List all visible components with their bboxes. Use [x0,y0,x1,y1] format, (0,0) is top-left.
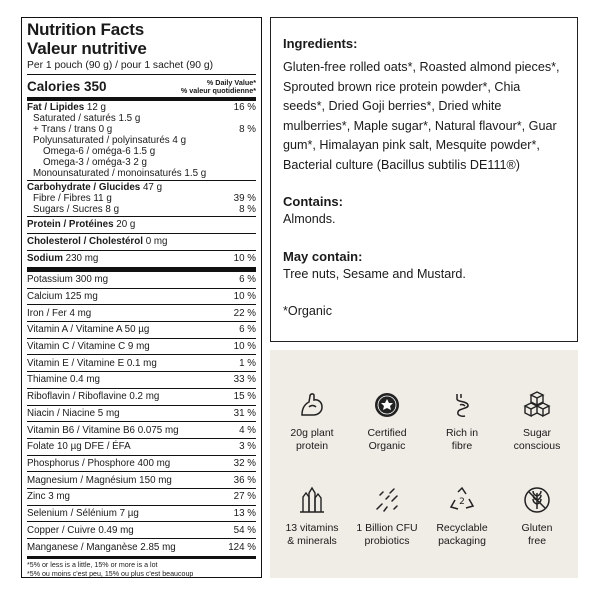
nutrient-dv: 3 % [239,441,256,453]
nutrient-row [27,272,256,289]
nutrition-title-fr: Valeur nutritive [27,39,147,58]
sodium-label: Sodium [27,253,63,264]
vitamins-minerals-list [27,272,256,556]
nutrient-dv: 15 % [233,391,256,403]
omega-6: Omega-6 / oméga-6 1.5 g [43,146,156,157]
feature-label-line1: Recyclable [436,522,488,534]
cholesterol-label: Cholesterol / Cholestérol [27,236,143,247]
fibre: Fibre / Fibres 11 g [33,193,112,204]
organic-seal-icon [372,390,402,420]
feature-label-line1: Rich in [445,427,479,439]
nutrition-title-en: Nutrition Facts [27,20,144,39]
gluten-free-icon [522,485,552,515]
nutrient-label: Vitamin A / Vitamine A 50 µg [27,324,150,336]
nutrient-row [27,322,256,339]
feature-label-line1: Sugar [522,427,552,439]
ingredients-text: Gluten-free rolled oats*, Roasted almond pieces*, Sprouted brown rice protein powder*, Chia seeds*, Dried Goji berries*, Dried white mulberries*, Maple sugar*, Natural flavour*, Guar gum*, Himalayan pink salt, Mesquite powder*, Bacterial culture (Bacillus subtilis DE111®) [283,60,560,172]
saturated-fat: Saturated / saturés 1.5 g [33,113,141,124]
nutrient-row [27,472,256,489]
feature-label-line1: 20g plant [290,427,334,439]
feature-recyclable [425,485,499,548]
nutrient-label: Vitamin E / Vitamine E 0.1 mg [27,357,157,369]
feature-label-line1: 1 Billion CFU [356,522,418,534]
feature-label-line2: conscious [513,440,561,452]
fat-group [27,101,256,181]
nutrient-dv: 22 % [233,307,256,319]
sugar-cubes-icon [522,390,552,420]
feature-probiotics [350,485,424,548]
nutrient-label: Copper / Cuivre 0.49 mg [27,524,134,536]
nutrient-row [27,289,256,306]
sodium-row [27,251,256,267]
sugars: Sugars / Sucres 8 g [33,204,120,215]
feature-label-line1: 13 vitamins [285,522,339,534]
recycle-icon [447,485,477,515]
dv-header-fr: % valeur quotidienne* [180,86,256,95]
trans-fat: + Trans / trans 0 g [33,124,113,135]
nutrient-dv: 10 % [233,341,256,353]
fibre-dv: 39 % [233,193,256,204]
nutrient-label: Vitamin C / Vitamine C 9 mg [27,341,150,353]
nutrient-row [27,506,256,523]
feature-label-line2: fibre [451,440,473,452]
nutrient-label: Potassium 300 mg [27,274,109,286]
carbohydrate-group [27,181,256,217]
contains-text: Almonds. [283,212,336,226]
monounsaturated-fat: Monounsaturated / monoinsaturés 1.5 g [33,168,207,179]
probiotics-icon [372,485,402,515]
nutrient-dv: 1 % [239,357,256,369]
protein-amount: 20 g [116,219,136,230]
nutrient-label: Folate 10 µg DFE / ÉFA [27,441,131,453]
nutrient-dv: 124 % [228,541,256,553]
nutrient-row [27,355,256,372]
nutrient-label: Thiamine 0.4 mg [27,374,100,386]
sat-trans-dv: 8 % [239,124,256,135]
nutrient-row [27,339,256,356]
nutrient-row [27,539,256,556]
nutrient-label: Iron / Fer 4 mg [27,307,92,319]
nutrient-label: Phosphorus / Phosphore 400 mg [27,457,171,469]
calories-label: Calories 350 [27,79,107,94]
polyunsaturated-fat: Polyunsaturated / polyinsaturés 4 g [33,135,187,146]
may-contain-heading: May contain: [283,248,363,264]
nutrient-row [27,422,256,439]
feature-label-line1: Gluten [521,522,553,534]
footnote-fr: *5% ou moins c'est peu, 15% ou plus c'est beaucoup [27,569,194,578]
sodium-amount: 230 mg [65,253,99,264]
nutrient-label: Riboflavin / Riboflavine 0.2 mg [27,391,160,403]
serving-size: Per 1 pouch (90 g) / pour 1 sachet (90 g) [27,59,256,75]
nutrient-row [27,489,256,506]
protein-label: Protein / Protéines [27,219,114,230]
nutrient-dv: 31 % [233,407,256,419]
feature-gluten-free [500,485,574,548]
ingredients-heading: Ingredients: [283,36,358,51]
nutrition-facts-table [21,17,262,578]
nutrient-dv: 27 % [233,491,256,503]
feature-label-line2: probiotics [364,535,410,547]
fat-dv: 16 % [233,102,256,113]
protein-row [27,217,256,234]
feature-vitamins [275,485,349,548]
nutrient-dv: 10 % [233,291,256,303]
features-panel [270,350,578,578]
feature-label-line2: free [527,535,547,547]
feature-organic [350,390,424,453]
sugars-dv: 8 % [239,204,256,215]
cholesterol-row [27,234,256,251]
nutrient-dv: 13 % [233,507,256,519]
nutrient-row [27,372,256,389]
footnote [27,559,256,579]
nutrient-label: Vitamin B6 / Vitamine B6 0.075 mg [27,424,179,436]
nutrient-label: Niacin / Niacine 5 mg [27,407,120,419]
svg-text:2: 2 [459,497,465,507]
nutrient-label: Selenium / Sélénium 7 µg [27,507,139,519]
nutrient-dv: 36 % [233,474,256,486]
contains-heading: Contains: [283,194,343,209]
nutrient-row [27,389,256,406]
gut-icon [447,390,477,420]
nutrient-label: Magnesium / Magnésium 150 mg [27,474,172,486]
fat-label: Fat / Lipides [27,102,85,113]
ingredients-box [270,17,578,342]
nutrient-dv: 6 % [239,324,256,336]
nutrient-dv: 32 % [233,457,256,469]
dv-header-en: % Daily Value* [206,78,256,87]
carb-label: Carbohydrate / Glucides [27,182,141,193]
cholesterol-amount: 0 mg [145,236,168,247]
nutrient-dv: 54 % [233,524,256,536]
nutrient-label: Zinc 3 mg [27,491,71,503]
carb-amount: 47 g [142,182,163,193]
organic-note: *Organic [283,304,332,318]
omega-3: Omega-3 / oméga-3 2 g [43,157,148,168]
feature-label-line2: packaging [438,535,486,547]
sodium-dv: 10 % [233,253,256,264]
crystals-icon [297,485,327,515]
nutrient-label: Calcium 125 mg [27,291,98,303]
nutrient-row [27,305,256,322]
feature-protein [275,390,349,453]
feature-sugar [500,390,574,453]
nutrient-row [27,439,256,456]
daily-value-header [181,79,256,97]
feature-label-line2: Organic [368,440,406,452]
feature-label-line1: Certified [367,427,407,439]
nutrient-row [27,406,256,423]
nutrient-dv: 6 % [239,274,256,286]
may-contain-text: Tree nuts, Sesame and Mustard. [283,266,466,281]
calories-row [27,75,256,98]
nutrient-label: Manganese / Manganèse 2.85 mg [27,541,176,553]
feature-fibre [425,390,499,453]
feature-label-line2: protein [295,440,329,452]
fat-amount: 12 g [86,102,106,113]
nutrient-dv: 4 % [239,424,256,436]
nutrient-row [27,522,256,539]
nutrient-dv: 33 % [233,374,256,386]
muscle-icon [297,390,327,420]
nutrient-row [27,456,256,473]
footnote-en: *5% or less is a little, 15% or more is a lot [27,560,158,569]
feature-label-line2: & minerals [287,535,337,547]
